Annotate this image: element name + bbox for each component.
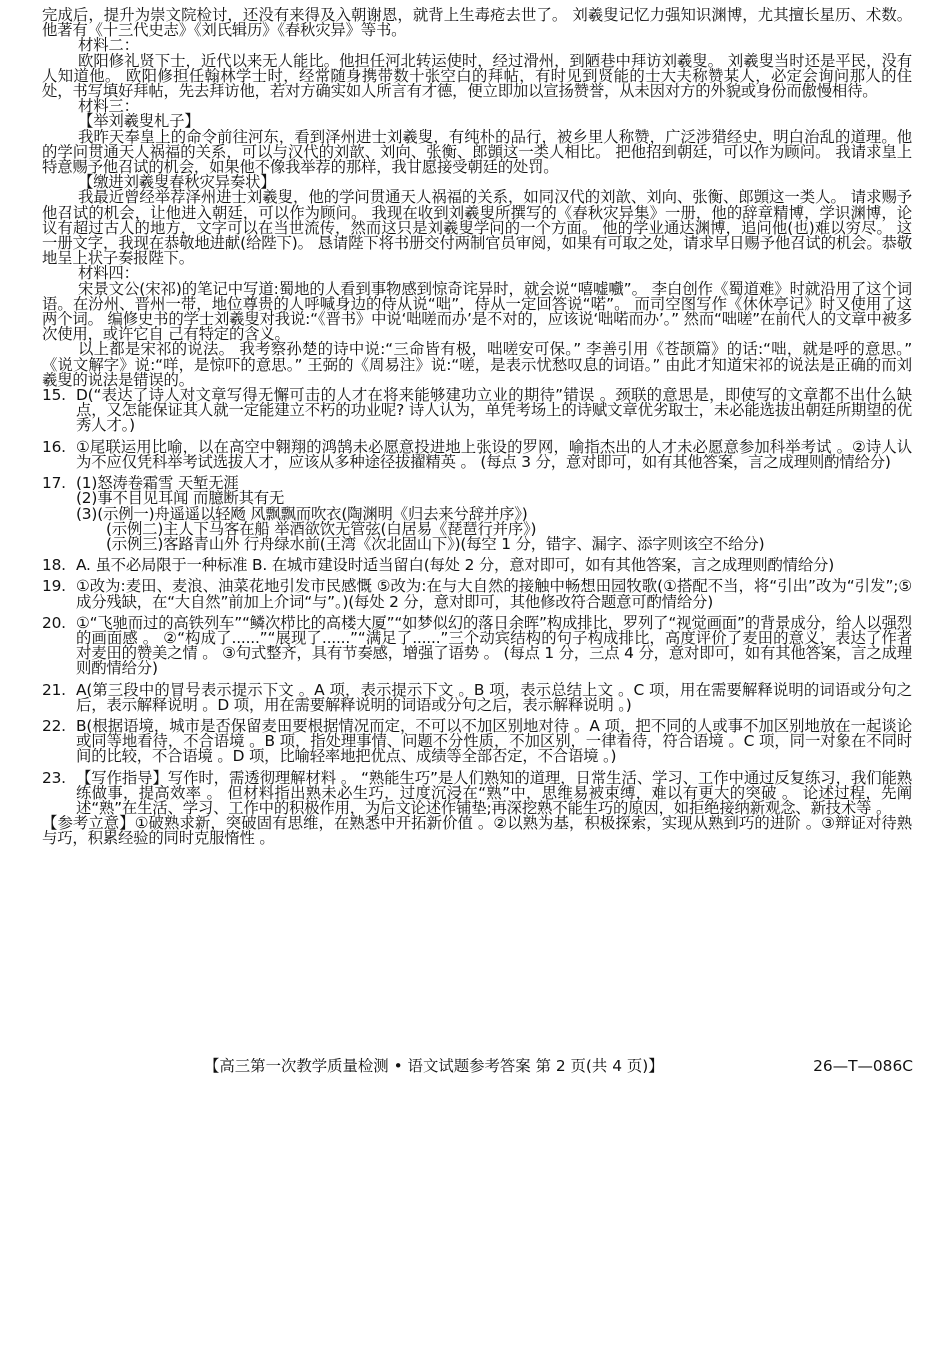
- material-3-title-1: 【举刘羲叟札子】: [78, 112, 200, 131]
- answer-19: [42, 579, 912, 609]
- material-4-paragraph-2: 以上都是宋祁的说法。 我考察孙楚的诗中说:“三命皆有极，咄嗟安可保。” 李善引用《苍颉篇》的话:“咄，就是呼的意思。” 《说文解字》说:“咩，是惊吓的意思。” 王弼的《周易注》说:“嗟，是表示忧愁叹息的词语。” 由此才知道宋祁的说法是正确的而刘羲叟的说法是错误的。: [42, 340, 912, 389]
- answer-17-line-1: (1)怒涛卷霜雪 天堑无涯: [76, 474, 239, 493]
- material-4-heading: 材料四：: [78, 264, 139, 283]
- answer-23: [42, 768, 912, 817]
- answer-text: ①“飞驰而过的高铁列车”“鳞次栉比的高楼大厦”“如梦似幻的落日余晖”构成排比，罗列了“视觉画面”的背景成分，给人以强烈的画面感 。 ②“构成了......”“展现了......”“满足了......”三个动宾结构的句子构成排比，高度评价了麦田的意义，表达了作者对麦田的赞美之情 。 ③句式整齐，具有节奏感，增强了语势 。 (每点 1 分，三点 4 分，意对即可，如有其他答案，言之成理则酌情给分): [76, 613, 912, 678]
- answer-text: ①尾联运用比喻，以在高空中翱翔的鸿鹄未必愿意投进地上张设的罗网，喻指杰出的人才未必愿意参加科举考试 。②诗人认为不应仅凭科举考试选拔人才，应该从多种途径拔擢精英 。 (每点 3 分，意对即可，如有其他答案，言之成理则酌情给分): [76, 437, 912, 471]
- answer-number: 15.: [42, 386, 66, 405]
- answer-number: 18.: [42, 556, 66, 575]
- footer-code: 26—T—086C: [813, 1057, 913, 1075]
- answer-15: [42, 388, 912, 434]
- answer-17-line-5: (示例三)客路青山外 行舟绿水前(王湾《次北固山下》)(每空 1 分，错字、漏字、添字则该空不给分): [106, 534, 765, 553]
- material-3-title-2: 【缴进刘羲叟春秋灾异奏状】: [78, 173, 276, 192]
- answer-text: B(根据语境，城市是否保留麦田要根据情况而定，不可以不加区别地对待 。A 项，把不同的人或事不加区别地放在一起谈论或同等地看待，不合语境 。B 项，指处理事情、问题不分性质，不加区别，一律看待，符合语境 。C 项，同一对象在不同时间的比较，不合语境 。D 项，比喻轻率地把优点、成绩等全部否定，不合语境 。): [76, 716, 912, 766]
- answer-22: [42, 716, 912, 766]
- answer-number: 22.: [42, 716, 66, 735]
- answer-page: [42, 8, 912, 847]
- material-2-paragraph: 欧阳修礼贤下士，近代以来无人能比。他担任河北转运使时，经过滑州，到陋巷中拜访刘羲叟。 刘羲叟当时还是平民，没有人知道他。 欧阳修担任翰林学士时，经常随身携带数十张空白的拜帖，有时见到贤能的士大夫称赞某人，必定会询问那人的住处，书写填好拜帖，先去拜访他，若对方确实如人所言有才德，便立即加以宣扬赞誉，从未因对方的外貌或身份而傲慢相待。: [42, 51, 912, 101]
- answer-number: 23.: [42, 768, 66, 787]
- answer-20: [42, 613, 912, 678]
- answer-number: 20.: [42, 613, 66, 632]
- answer-number: 16.: [42, 437, 66, 456]
- answer-21: [42, 680, 912, 714]
- intro-paragraph: 完成后，提升为崇文院检讨，还没有来得及入朝谢恩，就背上生毒疮去世了。 刘羲叟记忆力强知识渊博，尤其擅长星历、术数。他著有《十三代史志》《刘氏辑历》《春秋灾异》等书。: [42, 6, 912, 40]
- answer-17: [42, 476, 912, 552]
- answer-text: ①改为:麦田、麦浪、油菜花地引发市民感慨 ⑤改为:在与大自然的接触中畅想田园牧歌(①搭配不当，将“引出”改为“引发”;⑤成分残缺，在“大自然”前加上介词“与”。)(每处 2 分，意对即可，其他修改符合题意可酌情给分): [76, 577, 912, 611]
- footer-title: 【高三第一次教学质量检测 • 语文试题参考答案 第 2 页(共 4 页)】: [204, 1057, 664, 1075]
- reference-theme: 【参考立意】①破熟求新，突破固有思维，在熟悉中开拓新价值 。②以熟为基，积极探索，实现从熟到巧的进阶 。③辩证对待熟与巧，积累经验的同时克服惰性 。: [42, 814, 912, 848]
- answer-17-line-4: (示例二)主人下马客在船 举酒欲饮无管弦(白居易《琵琶行并序》): [106, 519, 537, 538]
- material-4-paragraph-1: 宋景文公(宋祁)的笔记中写道:蜀地的人看到事物感到惊奇诧异时，就会说“嘻嘘嚱”。 李白创作《蜀道难》时就沿用了这个词语。在汾州、晋州一带，地位尊贵的人呼喊身边的侍从说“咄”，侍从一定回答说“喏”。 而司空图写作《休休亭记》时又使用了这两个词。 编修史书的学士刘羲叟对我说:“《晋书》中说‘咄嗟而办’是不对的，应该说‘咄喏而办’。” 然而“咄嗟”在前代人的文章中被多次使用，或许它自 己有特定的含义。: [42, 279, 912, 344]
- answer-17-line-2: (2)事不目见耳闻 而臆断其有无: [76, 489, 285, 508]
- answer-text: A. 虽不必局限于一种标准 B. 在城市建设时适当留白(每处 2 分，意对即可，如有其他答案，言之成理则酌情给分): [76, 556, 835, 575]
- material-3-paragraph-2: 我最近曾经举荐泽州进士刘羲叟，他的学问贯通天人祸福的关系，如同汉代的刘歆、刘向、张衡、郎顗这一类人。 请求赐予他召试的机会，让他进入朝廷，可以作为顾问。 我现在收到刘羲叟所撰写的《春秋灾异集》一册，他的辞章精博，学识渊博，论议有超过古人的地方，文字可以在当世流传，然而这只是刘羲叟学问的一个方面。 他的学业通达渊博，追问他(也)难以穷尽。 这一册文字，我现在恭敬地进献(给陛下)。 恳请陛下将书册交付两制官员审阅，如果有可取之处，请求早日赐予他召试的机会。恭敬地呈上状子奏报陛下。: [42, 188, 912, 268]
- answer-number: 17.: [42, 474, 66, 493]
- answer-text: A(第三段中的冒号表示提示下文 。A 项，表示提示下文 。B 项，表示总结上文 。C 项，用在需要解释说明的词语或分句之后，表示解释说明 。D 项，用在需要解释说明的词语或分句之后，表示解释说明 。): [76, 680, 912, 714]
- answer-17-line-3: (3)(示例一)舟遥遥以轻飏 风飘飘而吹衣(陶渊明《归去来兮辞并序》): [76, 504, 528, 523]
- answer-text: D(“表达了诗人对文章写得无懈可击的人才在将来能够建功立业的期待”错误 。颈联的意思是，即使写的文章都不出什么缺点，又怎能保证其人就一定能建立不朽的功业呢? 诗人认为，单凭考场上的诗赋文章优劣取士，未必能选拔出朝廷所期望的优秀人才。): [76, 386, 912, 435]
- answer-18: [42, 558, 912, 573]
- material-2-heading: 材料二：: [78, 36, 139, 55]
- material-3-paragraph-1: 我昨天奉皇上的命令前往河东，看到泽州进士刘羲叟，有纯朴的品行，被乡里人称赞，广泛涉猎经史，明白治乱的道理。他的学问贯通天人祸福的关系，可以与汉代的刘歆、刘向、张衡、郎顗这一类人相比。 把他招到朝廷，可以作为顾问。 我请求皇上特意赐予他召试的机会，如果他不像我举荐的那样，我甘愿接受朝廷的处罚。: [42, 127, 912, 177]
- material-3-heading: 材料三：: [78, 97, 139, 116]
- answer-text: 【写作指导】写作时，需透彻理解材料 。 “熟能生巧”是人们熟知的道理，日常生活、学习、工作中通过反复练习，我们能熟练做事，提高效率 。 但材料指出熟未必生巧，过度沉浸在“熟”中，思维易被束缚，难以有更大的突破 。 论述过程，先阐述“熟”在生活、学习、工作中的积极作用，为后文论述作铺垫;再深挖熟不能生巧的原因，如拒绝接纳新观念、新技术等 。: [76, 768, 912, 817]
- answer-16: [42, 437, 912, 471]
- page-footer: [0, 1056, 950, 1076]
- answer-number: 21.: [42, 680, 66, 699]
- answer-number: 19.: [42, 577, 66, 596]
